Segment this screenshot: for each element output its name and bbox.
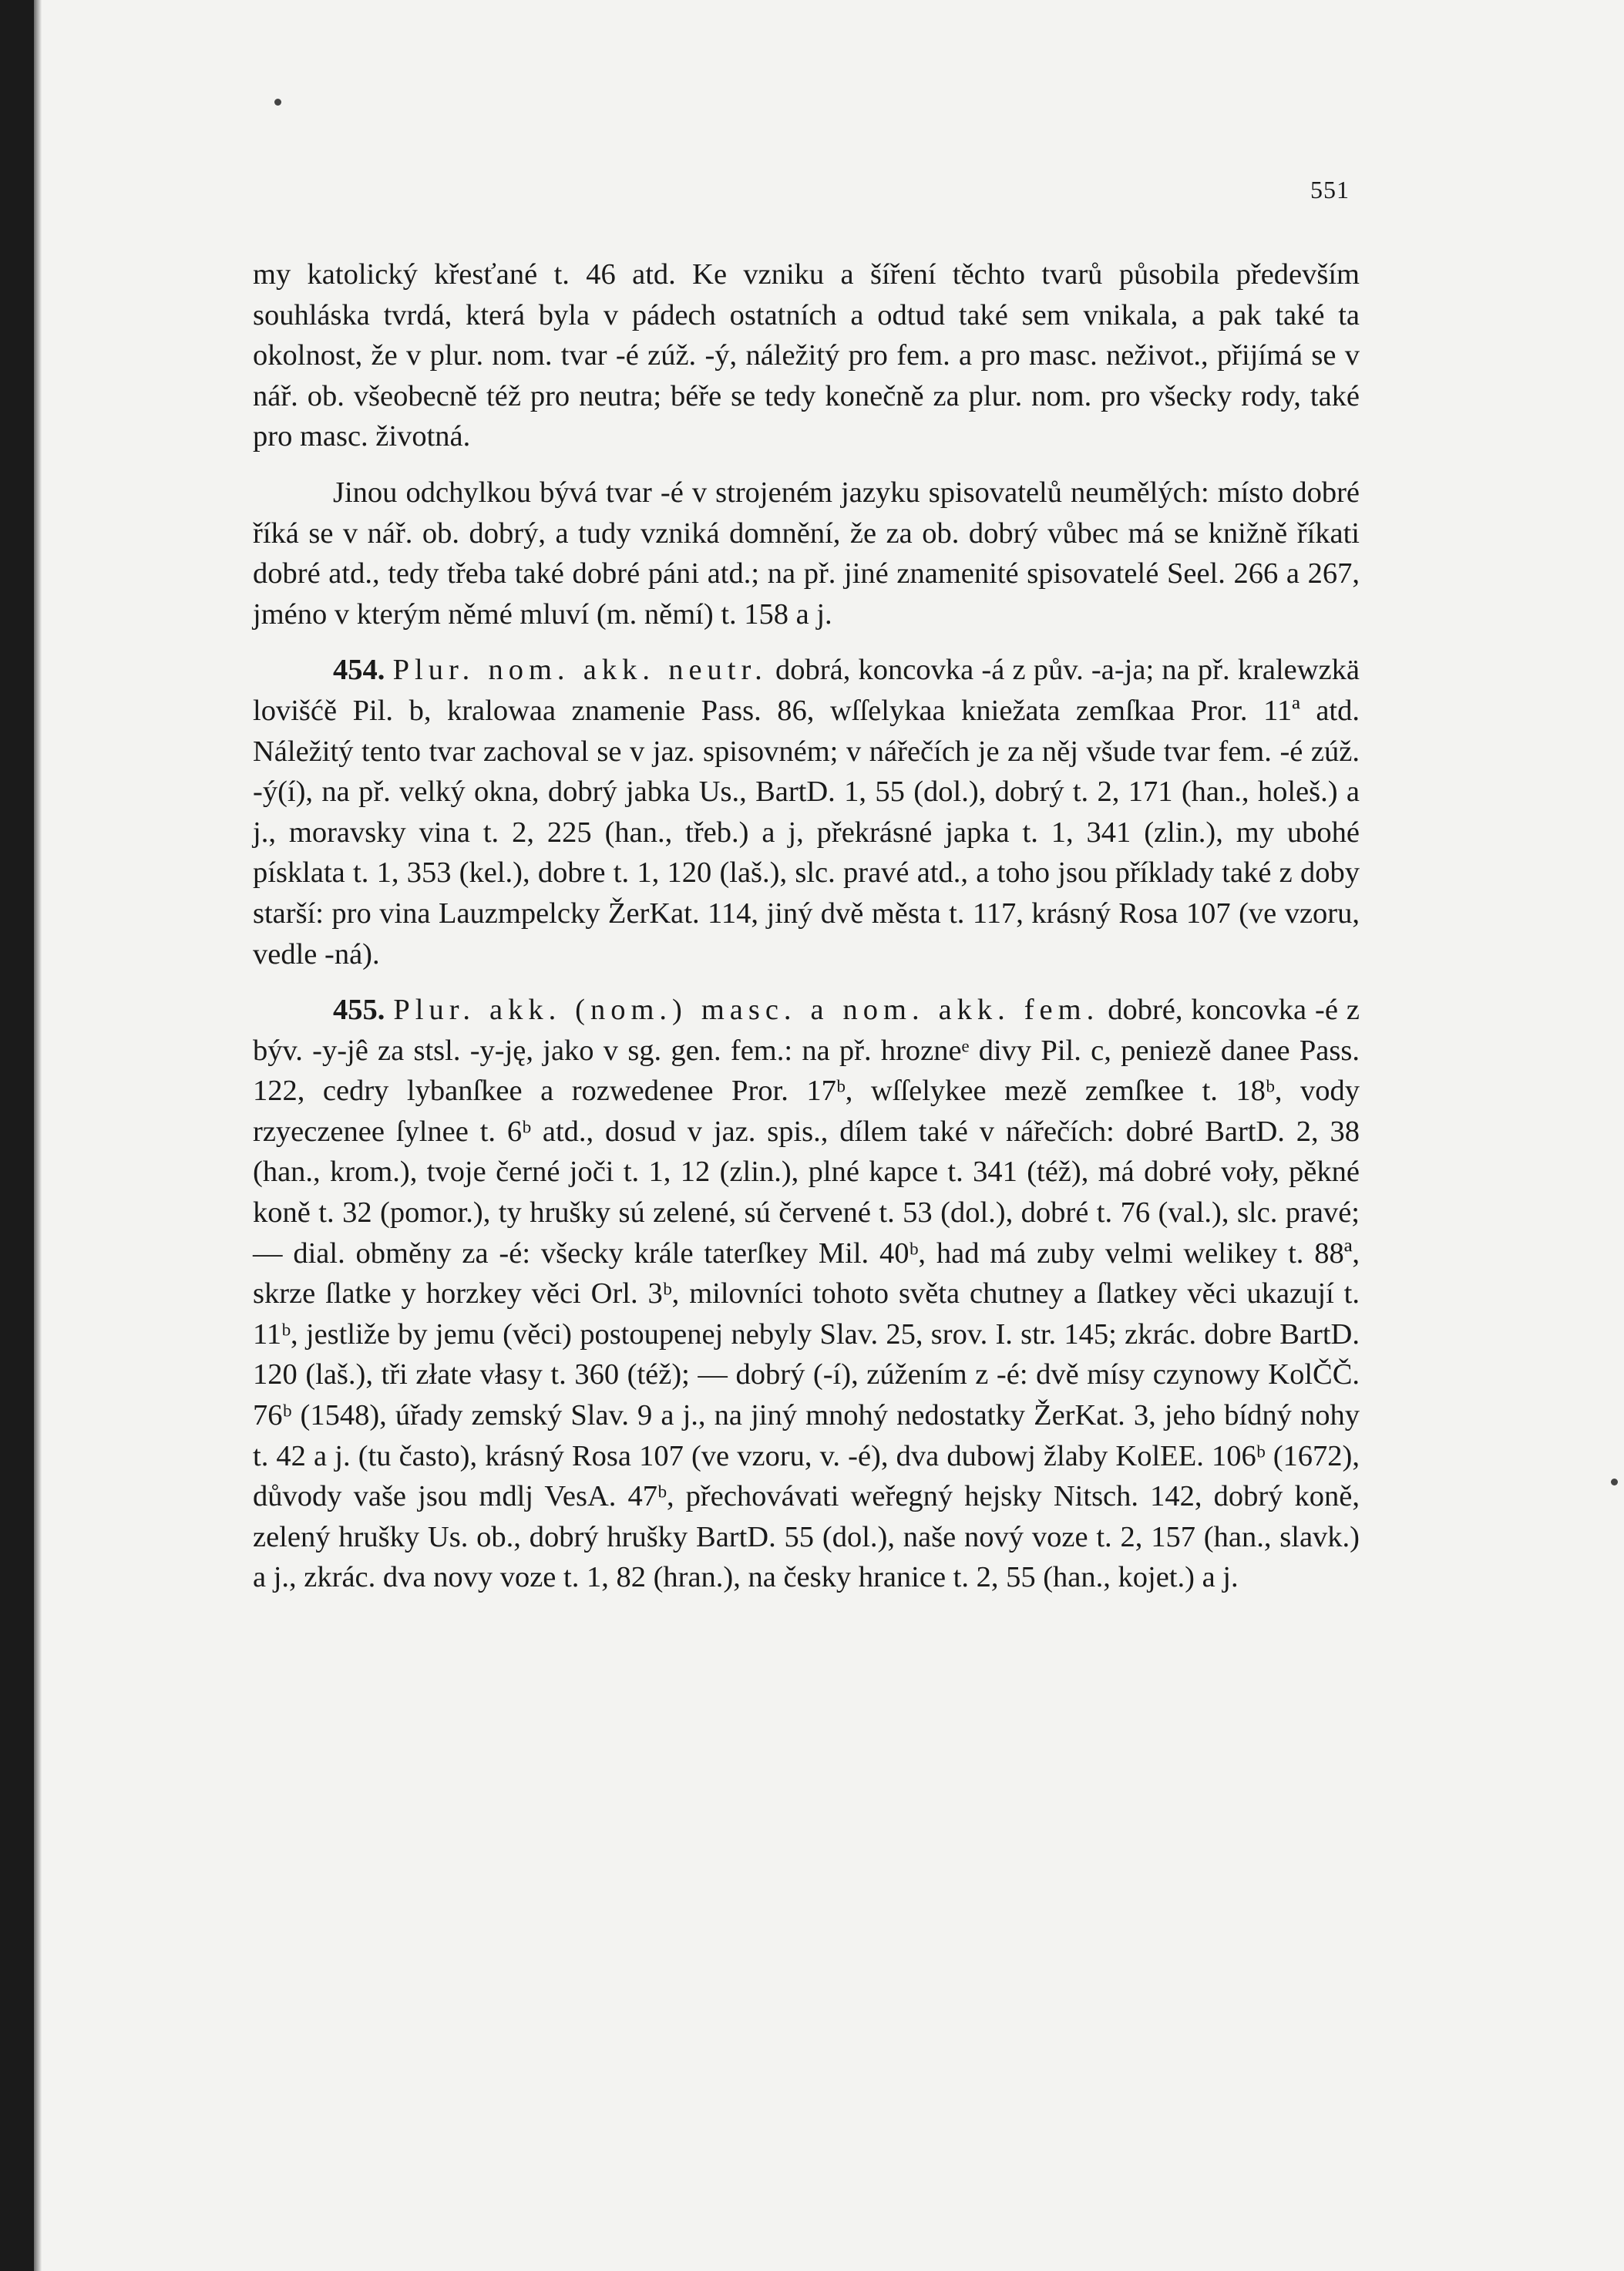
section-454 — [253, 650, 1360, 974]
page-number: 551 — [1310, 176, 1350, 204]
scan-binding-shadow — [34, 0, 42, 2271]
scan-speck — [274, 99, 281, 106]
section-body: dobré, koncovka -é z býv. -y-jê za stsl. -y-ję, jako v sg. gen. fem.: na př. hrozneᵉ divy Pil. c, peniezě danee Pass. 122, cedry lybanſkee a rozwedenee Pror. 17ᵇ, wſſelykee mezě zemſkee t. 18ᵇ, vody rzyeczenee ſylnee t. 6ᵇ atd., dosud v jaz. spis., dílem také v nářečích: dobré BartD. 2, 38 (han., krom.), tvoje černé joči t. 1, 12 (zlin.), plné kapce t. 341 (též), má dobré voły, pěkné koně t. 32 (pomor.), ty hrušky sú zelené, sú červené t. 53 (dol.), dobré t. 76 (val.), slc. pravé; — dial. obměny za -é: všecky krále taterſkey Mil. 40ᵇ, had má zuby velmi welikey t. 88ª, skrze ſlatke y horzkey věci Orl. 3ᵇ, milovníci tohoto světa chutney a ſlatkey věci ukazují t. 11ᵇ, jestliže by jemu (věci) postoupenej nebyly Slav. 25, srov. I. str. 145; zkrác. dobre BartD. 120 (laš.), tři złate vłasy t. 360 (též); — dobrý (-í), zúžením z -é: dvě mísy czynowy KolČČ. 76ᵇ (1548), úřady zemský Slav. 9 a j., na jiný mnohý nedostatky ŽerKat. 3, jeho bídný nohy t. 42 a j. (tu často), krásný Rosa 107 (ve vzoru, v. -é), dva dubowj žlaby KolEE. 106ᵇ (1672), důvody vaše jsou mdlj VesA. 47ᵇ, přechovávati weřegný hejsky Nitsch. 142, dobrý koně, zelený hrušky Us. ob., dobrý hrušky BartD. 55 (dol.), naše nový voze t. 2, 157 (han., slavk.) a j., zkrác. dva novy voze t. 1, 82 (hran.), na česky hranice t. 2, 55 (han., kojet.) a j. — [253, 994, 1360, 1594]
section-heading: Plur. nom. akk. neutr. — [392, 654, 768, 687]
paragraph-jinou-odchylkou: Jinou odchylkou bývá tvar -é v strojeném jazyku spisovatelů neumělých: místo dobré říká se v nář. ob. dobrý, a tudy vzniká domnění, že za ob. dobrý vůbec má se knižně říkati dobré atd., tedy třeba také dobré páni atd.; na př. jiné znamenité spisovatelé Seel. 266 a 267, jméno v kterým němé mluví (m. němí) t. 158 a j. — [253, 476, 1360, 631]
section-number: 454. — [333, 654, 385, 687]
section-455 — [253, 990, 1360, 1598]
section-number: 455. — [333, 994, 385, 1027]
section-heading: Plur. akk. (nom.) masc. a nom. akk. fem. — [393, 994, 1100, 1027]
paragraph-continuation: my katolický křesťané t. 46 atd. Ke vzniku a šíření těchto tvarů působila především souhláska tvrdá, která byla v pádech ostatních a odtud také sem vnikala, a pak také ta okolnost, že v plur. nom. tvar -é zúž. -ý, náležitý pro fem. a pro masc. neživot., přijímá se v nář. ob. všeobecně též pro neutra; béře se tedy konečně za plur. nom. pro všecky rody, také pro masc. životná. — [253, 258, 1360, 453]
scan-binding-edge — [0, 0, 34, 2271]
section-body: dobrá, koncovka -á z pův. -a-ja; na př. kralewzkä lovišćě Pil. b, kralowaa znamenie Pass. 86, wſſelykaa kniežata zemſkaa Pror. 11ª atd. Náležitý tento tvar zachoval se v jaz. spisovném; v nářečích je za něj všude tvar fem. -é zúž. -ý(í), na př. velký okna, dobrý jabka Us., BartD. 1, 55 (dol.), dobrý t. 2, 171 (han., holeš.) a j., moravsky vina t. 2, 225 (han., třeb.) a j, překrásné japka t. 1, 341 (zlin.), my ubohé písklata t. 1, 353 (kel.), dobre t. 1, 120 (laš.), slc. pravé atd., a toho jsou příklady také z doby starší: pro vina Lauzmpelcky ŽerKat. 114, jiný dvě města t. 117, krásný Rosa 107 (ve vzoru, vedle -ná). — [253, 654, 1360, 971]
page-body — [253, 254, 1360, 1613]
book-page — [42, 0, 1624, 2271]
scan-speck — [1611, 1479, 1618, 1485]
